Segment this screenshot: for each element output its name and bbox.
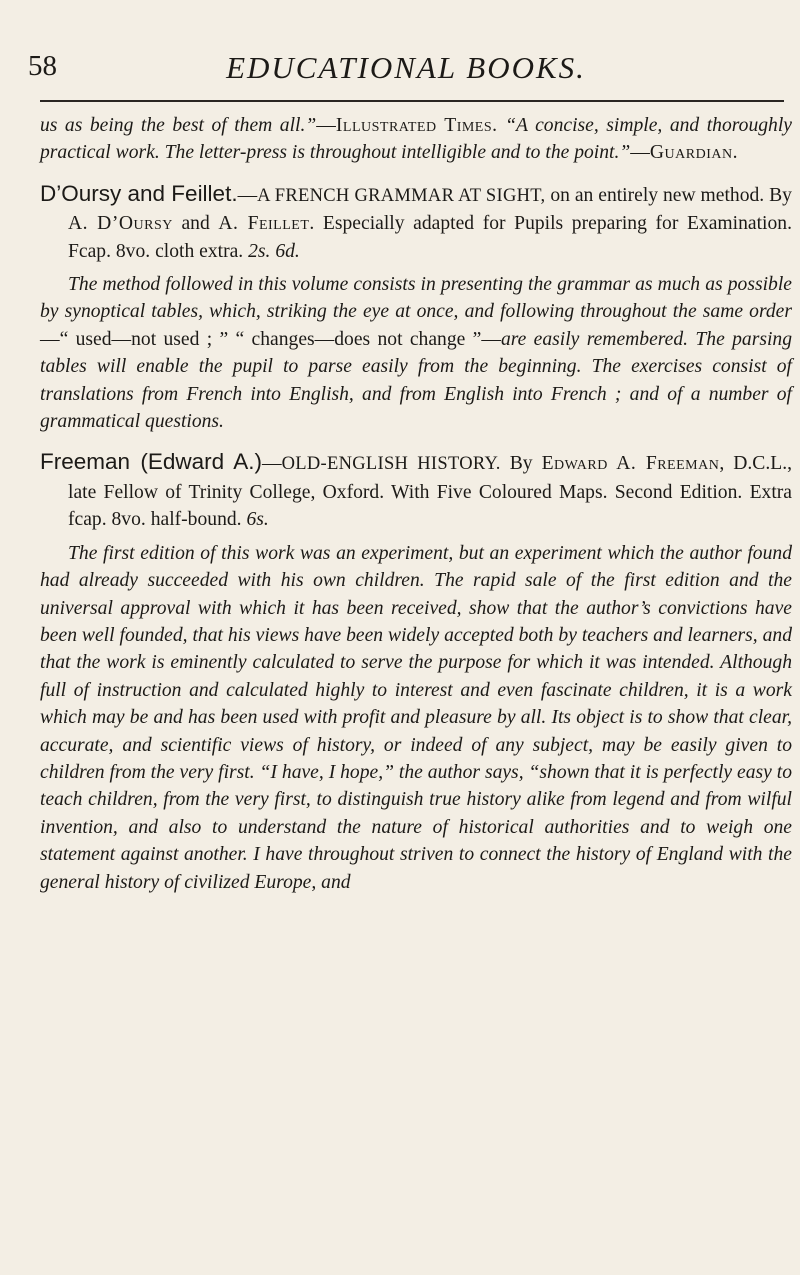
entry-author-name: Edward A. Freeman [541,453,720,475]
entry-title: A FRENCH GRAMMAR AT SIGHT, [257,185,546,206]
review-source: Illustrated Times. [335,115,498,136]
review-quote: “A concise, simple, and thoroughly practical work. The letter-press is throughout intelligible and to the point.” [40,115,792,164]
review-source: Guardian. [649,142,738,164]
dash: — [316,115,336,136]
entry-description: , D.C.L., late Fellow of Trinity College, Oxford. With Five Coloured Maps. Second Edition. Extra fcap. 8vo. half-bound. [68,453,792,531]
entry-freeman [40,448,792,533]
running-head: EDUCATIONAL BOOKS. [226,50,586,85]
page-content [40,112,792,896]
entry-description: By [500,453,542,475]
review-quote: us as being the best of them all.” [40,115,317,136]
entry-description: . Especially adapted for Pupils preparing for Examination. Fcap. 8vo. cloth extra. [68,213,792,262]
review-text: The first edition of this work was an experiment, but an experiment which the author found had already succeeded with his own children. The rapid sale of the first edition and the universal approval with which it has been received, show that the author’s convictions have been well founded, that his views have been widely accepted both by teachers and learners, and that the work is eminently calculated to serve the purpose for which it was intended. Although full of instruction and calculated highly to interest and even fascinate children, it is a work which may be and has been used with profit and pleasure by all. Its object is to show that clear, accurate, and scientific views of history, or indeed of any subject, may be easily given to children from the very first. “I have, I hope,” the author says, “shown that it is perfectly easy to teach children, from the very first, to distinguish true history alike from legend and from wilful invention, and also to understand the nature of historical authorities and to weigh one statement against another. I have throughout striven to connect the history of England with the general history of civilized Europe, and [40,542,792,893]
entry-description: and [172,213,219,235]
header-rule [40,100,784,102]
carryover-reviews [40,112,792,167]
entry-title: OLD-ENGLISH HISTORY. [281,454,501,475]
doursy-review [40,271,792,435]
entry-price: 2s. 6d. [248,240,300,262]
freeman-review [40,540,792,896]
entry-author: D’Oursy and Feillet. [40,180,238,206]
entry-doursy [40,180,792,265]
review-text: are easily remembered. The parsing tables will enable the pupil to parse easily from the beginning. The exercises consist of translations from French into English, and from English into French ; and of a number of grammatical questions. [40,328,792,433]
review-text: The method followed in this volume consists in presenting the grammar as much as possible by synoptical tables, which, striking the eye at once, and following throughout the same order [40,274,792,323]
entry-author-name: A. D’Oursy [68,213,173,235]
entry-author: Freeman (Edward A.) [40,449,263,475]
dash: — [237,184,258,206]
dash: — [630,142,650,164]
dash: — [262,453,282,475]
page-header [26,46,786,86]
entry-description: on an entirely new method. By [545,184,792,206]
review-text-roman: —“ used—not used ; ” “ changes—does not change ”— [40,328,501,350]
entry-price: 6s. [246,509,269,531]
entry-author-name: A. Feillet [218,213,310,235]
page-number: 58 [28,50,57,82]
